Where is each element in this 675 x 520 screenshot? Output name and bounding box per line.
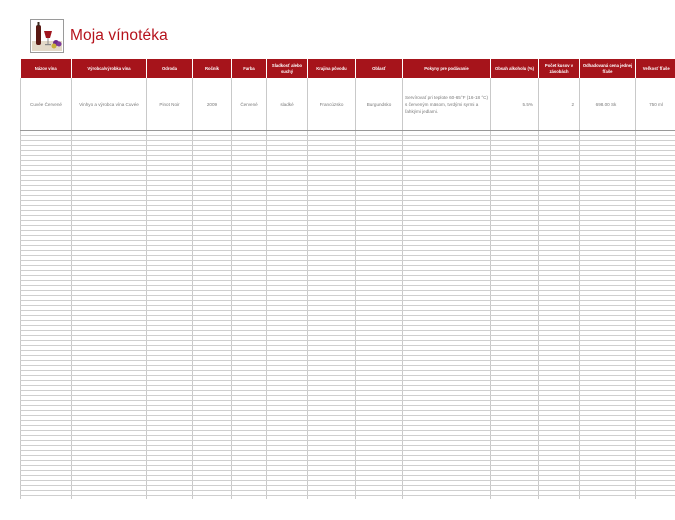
- cell-name[interactable]: Cuvée Červené: [21, 78, 72, 131]
- empty-cell[interactable]: [580, 496, 636, 500]
- empty-cell[interactable]: [21, 496, 72, 500]
- col-header-country[interactable]: Krajina pôvodu: [308, 59, 356, 78]
- col-header-name[interactable]: Názov vína: [21, 59, 72, 78]
- empty-row: [21, 496, 675, 500]
- header: [30, 19, 168, 53]
- cell-sweetness[interactable]: sladké: [267, 78, 308, 131]
- empty-cell[interactable]: [491, 496, 539, 500]
- empty-cell[interactable]: [636, 496, 675, 500]
- empty-cell[interactable]: [232, 496, 267, 500]
- col-header-alcohol[interactable]: Obsah alkoholu (%): [491, 59, 539, 78]
- cell-price[interactable]: 698.00 Sk: [580, 78, 636, 131]
- cell-alcohol[interactable]: 5.5%: [491, 78, 539, 131]
- col-header-sweetness[interactable]: Sladkosť alebo suchý: [267, 59, 308, 78]
- cell-variety[interactable]: Pinot Noir: [147, 78, 193, 131]
- wine-table-container: [20, 59, 675, 499]
- wine-table: [20, 59, 675, 499]
- empty-cell[interactable]: [72, 496, 147, 500]
- empty-cell[interactable]: [308, 496, 356, 500]
- col-header-serving[interactable]: Pokyny pre podávanie: [403, 59, 491, 78]
- col-header-producer[interactable]: Výrobca/výrobka vína: [72, 59, 147, 78]
- empty-cell[interactable]: [403, 496, 491, 500]
- empty-cell[interactable]: [356, 496, 403, 500]
- cell-vintage[interactable]: 2009: [193, 78, 232, 131]
- cell-region[interactable]: Burgundsko: [356, 78, 403, 131]
- header-row: [21, 59, 675, 78]
- col-header-price[interactable]: Odhadovaná cena jednej fľaše: [580, 59, 636, 78]
- col-header-variety[interactable]: Odroda: [147, 59, 193, 78]
- page-title: Moja vínotéka: [70, 27, 168, 44]
- cell-serving[interactable]: Servírovať pri teplote 60-65°F (16-18 °C) s červeným mäsom, tvrdými syrmi a ľahkými jedlami.: [403, 78, 491, 131]
- col-header-region[interactable]: Oblasť: [356, 59, 403, 78]
- col-header-size[interactable]: Veľkosť fľaše: [636, 59, 675, 78]
- empty-cell[interactable]: [147, 496, 193, 500]
- cell-country[interactable]: Francúzsko: [308, 78, 356, 131]
- cell-producer[interactable]: Vinhyo a výrobca vína Cuvée: [72, 78, 147, 131]
- col-header-quantity[interactable]: Počet kusov v zásobách: [539, 59, 580, 78]
- empty-cell[interactable]: [539, 496, 580, 500]
- empty-cell[interactable]: [267, 496, 308, 500]
- col-header-vintage[interactable]: Ročník: [193, 59, 232, 78]
- cell-size[interactable]: 750 ml: [636, 78, 675, 131]
- cell-quantity[interactable]: 2: [539, 78, 580, 131]
- table-row: [21, 78, 675, 131]
- cell-color[interactable]: Červené: [232, 78, 267, 131]
- col-header-color[interactable]: Farba: [232, 59, 267, 78]
- empty-cell[interactable]: [193, 496, 232, 500]
- wine-cellar-icon: [30, 19, 64, 53]
